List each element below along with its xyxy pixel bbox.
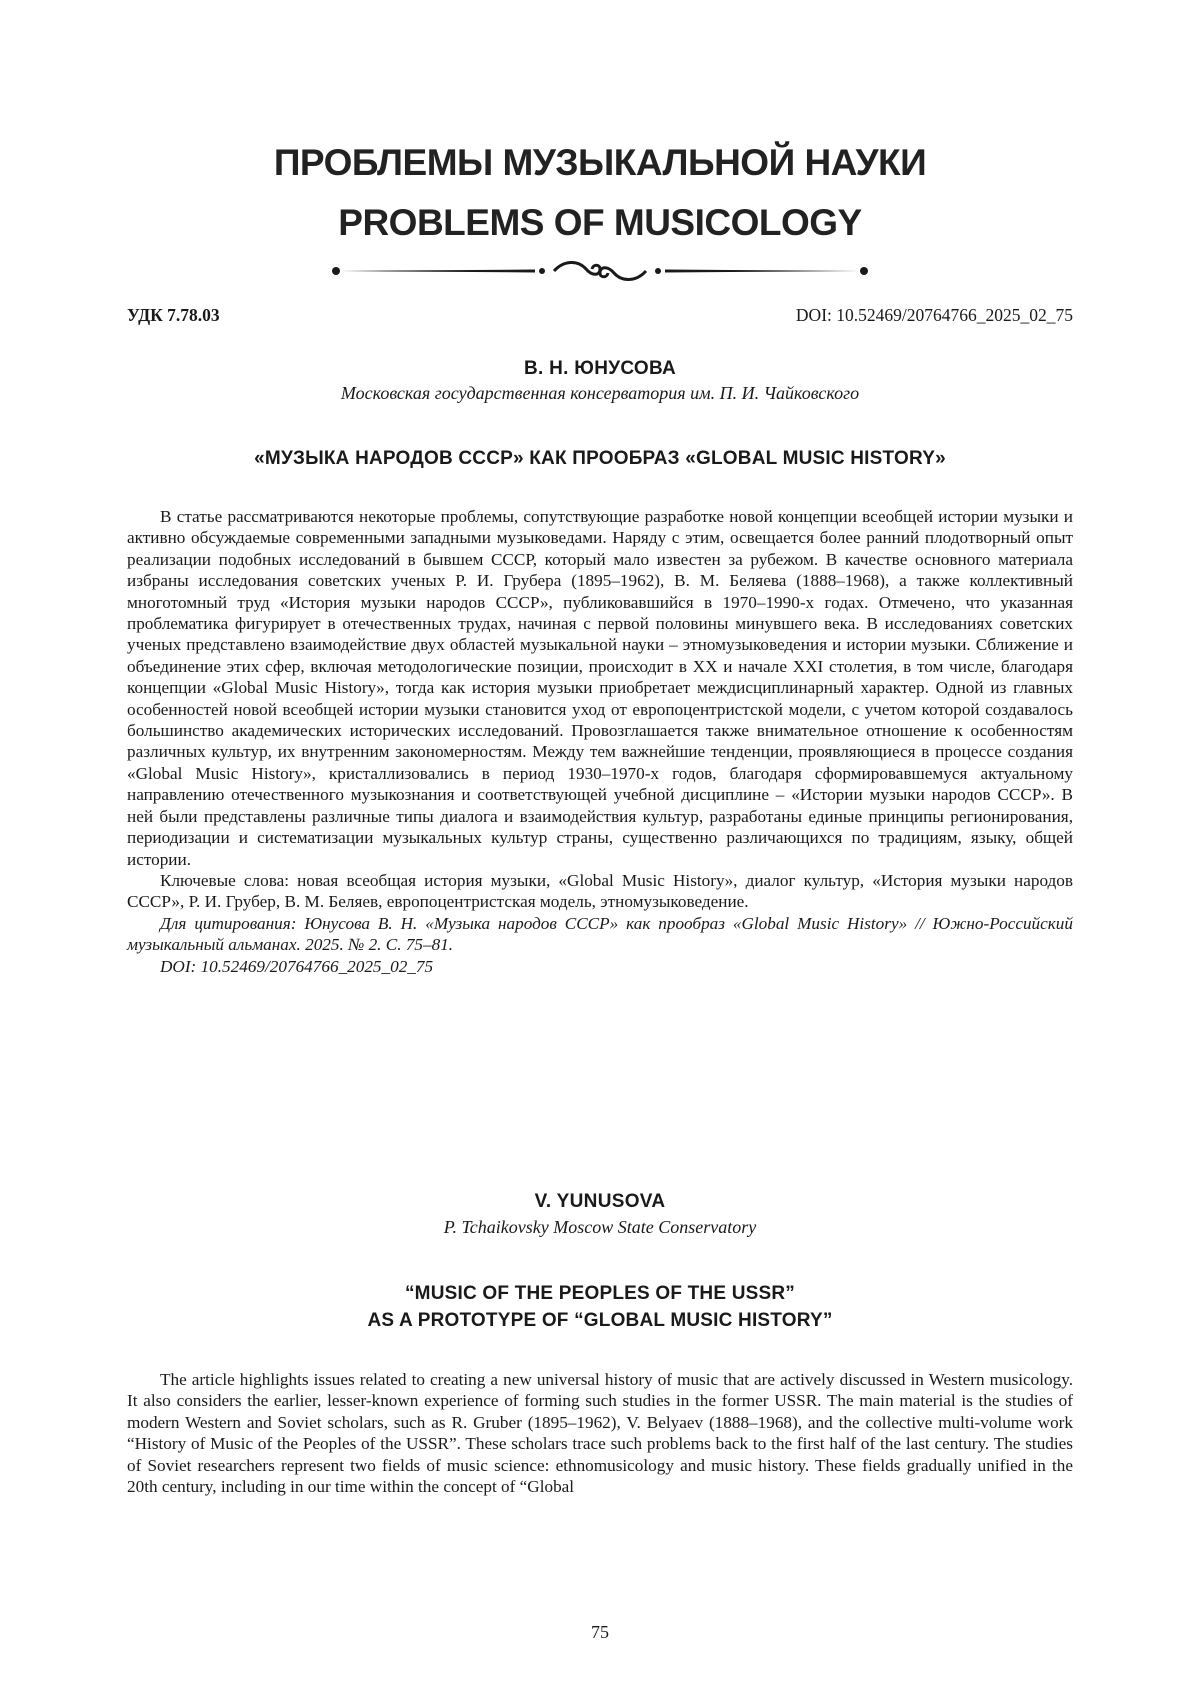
abstract-en-text: The article highlights issues related to creating a new universal history of music that are actively discussed in Western musicology. It also considers the earlier, lesser-known experience of forming such studies in the former USSR. The main material is the studies of modern Western and Soviet scholars, such as R. Gruber (1895–1962), V. Belyaev (1888–1968), and the collective multi-volume work “History of Music of the Peoples of the USSR”. These scholars trace such problems back to the first half of the last century. The studies of Soviet researchers represent two fields of music science: ethnomusicology and music history. These fields gradually unified in the 20th century, including in our time within the concept of “Global (127, 1370, 1073, 1497)
udk-code: УДК 7.78.03 (127, 305, 220, 325)
article-title-en-line1: “MUSIC OF THE PEOPLES OF THE USSR” (404, 1283, 795, 1304)
author-en: V. YUNUSOVA (534, 1191, 666, 1212)
citation-ru: Для цитирования: Юнусова В. Н. «Музыка народов СССР» как прообраз «Global Music History» // Южно-Российский музыкальный альманах. 2025. № 2. С. 75–81. (127, 913, 1073, 955)
article-title-ru: «МУЗЫКА НАРОДОВ СССР» КАК ПРООБРАЗ «GLOBAL MUSIC HISTORY» (254, 448, 946, 469)
section-title-en: PROBLEMS OF MUSICOLOGY (338, 202, 862, 243)
affiliation-ru: Московская государственная консерватория им. П. И. Чайковского (340, 383, 860, 403)
section-title-ru: ПРОБЛЕМЫ МУЗЫКАЛЬНОЙ НАУКИ (273, 142, 927, 183)
doi-header: DOI: 10.52469/20764766_2025_02_75 (795, 305, 1073, 325)
abstract-en (127, 1369, 1073, 1497)
article-title-en-line2: AS A PROTOTYPE OF “GLOBAL MUSIC HISTORY” (367, 1310, 833, 1331)
keywords-ru: Ключевые слова: новая всеобщая история музыки, «Global Music History», диалог культур, «История музыки народов СССР», Р. И. Грубер, В. М. Беляев, европоцентристская модель, этномузыковедение. (127, 870, 1073, 912)
page-number: 75 (591, 1622, 609, 1642)
affiliation-en: P. Tchaikovsky Moscow State Conservatory (443, 1217, 757, 1237)
abstract-ru (127, 506, 1073, 977)
decorative-divider-ornament (330, 258, 870, 284)
citation-doi: DOI: 10.52469/20764766_2025_02_75 (160, 956, 434, 976)
author-ru: В. Н. ЮНУСОВА (523, 358, 677, 379)
abstract-ru-text: В статье рассматриваются некоторые проблемы, сопутствующие разработке новой концепции всеобщей истории музыки и активно обсуждаемые современными западными музыковедами. Наряду с этим, освещается более ранний плодотворный опыт реализации подобных исследований в бывшем СССР, который мало известен за рубежом. В качестве основного материала избраны исследования советских ученых Р. И. Грубера (1895–1962), В. М. Беляева (1888–1968), а также коллективный многотомный труд «История музыки народов СССР», публиковавшийся в 1970–1990-х годах. Отмечено, что указанная проблематика фигурирует в отечественных трудах, начиная с первой половины минувшего века. В исследованиях советских ученых представлено взаимодействие двух областей музыкальной науки – этномузыковедения и истории музыки. Сближение и объединение этих сфер, включая методологические позиции, происходит в XX и начале XXI столетия, в том числе, благодаря концепции «Global Music History», тогда как история музыки приобретает междисциплинарный характер. Одной из главных особенностей новой всеобщей истории музыки становится уход от европоцентристской модели, с учетом которой создавалось большинство академических исторических исследований. Провозглашается также внимательное отношение к особенностям различных культур, их внутренним закономерностям. Между тем важнейшие тенденции, проявляющиеся в процессе создания «Global Music History», кристаллизовались в период 1930–1970-х годов, благодаря сформировавшемуся актуальному направлению отечественного музыкознания и соответствующей учебной дисциплине – «Истории музыки народов СССР». В ней были представлены различные типы диалога и взаимодействия культур, разработаны единые принципы регионирования, периодизации и систематизации музыкальных культур страны, существенно различающихся по традициям, языку, общей истории. (127, 507, 1073, 869)
